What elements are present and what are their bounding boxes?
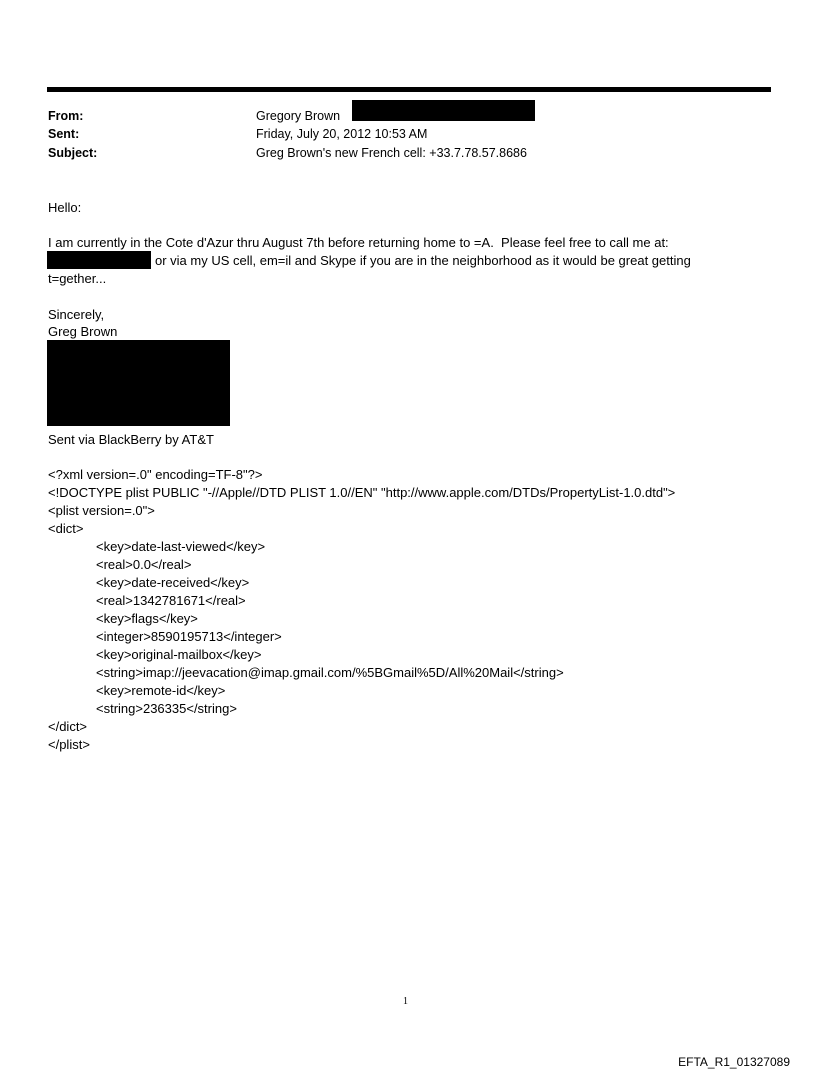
- xml-line: <key>remote-id</key>: [96, 683, 226, 698]
- xml-line: </plist>: [48, 737, 90, 752]
- subject-value: Greg Brown's new French cell: +33.7.78.57.8686: [256, 146, 527, 160]
- redaction-from-email: [352, 100, 535, 121]
- body-line-3: t=gether...: [48, 271, 107, 286]
- xml-line: <string>imap://jeevacation@imap.gmail.com/%5BGmail%5D/All%20Mail</string>: [96, 665, 564, 680]
- xml-line: <real>1342781671</real>: [96, 593, 246, 608]
- from-value: Gregory Brown: [256, 109, 341, 123]
- subject-label: Subject:: [48, 146, 98, 160]
- page-number: 1: [403, 996, 408, 1007]
- from-label: From:: [48, 109, 84, 123]
- xml-line: <dict>: [48, 521, 84, 536]
- xml-line: <integer>8590195713</integer>: [96, 629, 282, 644]
- sent-value: Friday, July 20, 2012 10:53 AM: [256, 127, 428, 141]
- sent-via: Sent via BlackBerry by AT&T: [48, 432, 214, 447]
- xml-line: <key>original-mailbox</key>: [96, 647, 262, 662]
- redaction-phone: [47, 251, 151, 269]
- xml-line: <string>236335</string>: [96, 701, 237, 716]
- xml-line: <real>0.0</real>: [96, 557, 192, 572]
- xml-line: <?xml version=.0" encoding=TF-8"?>: [48, 467, 263, 482]
- redaction-signature-block: [47, 340, 230, 426]
- signature-name: Greg Brown: [48, 324, 118, 339]
- xml-line: </dict>: [48, 719, 88, 734]
- xml-line: <key>date-received</key>: [96, 575, 250, 590]
- greeting: Hello:: [48, 200, 82, 215]
- bates-number: EFTA_R1_01327089: [678, 1055, 790, 1069]
- sent-label: Sent:: [48, 127, 80, 141]
- body-line-2: or via my US cell, em=il and Skype if you are in the neighborhood as it would be great getting: [155, 253, 691, 268]
- header-rule: [47, 87, 771, 92]
- xml-line: <key>flags</key>: [96, 611, 198, 626]
- body-line-1: I am currently in the Cote d'Azur thru August 7th before returning home to =A. Please feel free to call me at:: [48, 235, 669, 250]
- xml-line: <!DOCTYPE plist PUBLIC "-//Apple//DTD PLIST 1.0//EN" "http://www.apple.com/DTDs/PropertyList-1.0.dtd">: [48, 485, 676, 500]
- xml-line: <plist version=.0">: [48, 503, 155, 518]
- xml-line: <key>date-last-viewed</key>: [96, 539, 266, 554]
- closing: Sincerely,: [48, 307, 105, 322]
